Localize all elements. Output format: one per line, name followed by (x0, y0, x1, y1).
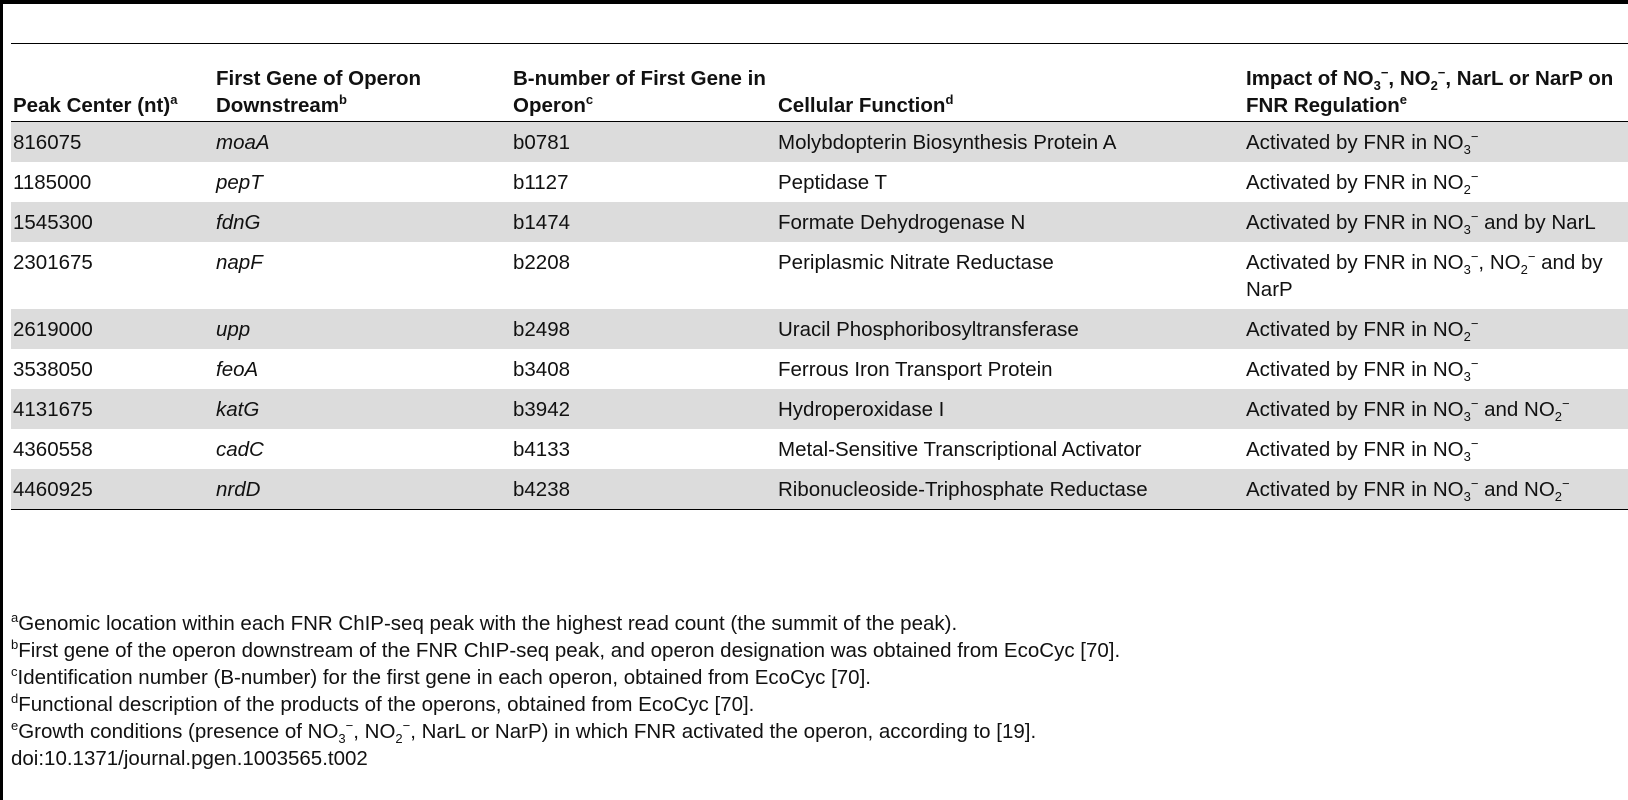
cell-peak: 816075 (11, 121, 214, 162)
table-row (11, 242, 1628, 309)
header-impact: Impact of $NO_3^-$, $NO_2^-$, NarL or NarP on FNR Regulation$^e$ (1244, 54, 1628, 121)
table-row (11, 429, 1628, 469)
cell-bnumber: b0781 (511, 121, 776, 162)
cell-peak: 3538050 (13, 357, 93, 381)
cell-impact: Activated by FNR in $NO_3^-$ (1246, 355, 1479, 384)
table-row (11, 389, 1628, 429)
cell-function: Ferrous Iron Transport Protein (778, 357, 1053, 381)
footnote: $^b$First gene of the operon downstream of the FNR ChIP-seq peak, and operon designation was obtained from EcoCyc [70]. (11, 637, 1121, 662)
cell-bnumber: b2498 (511, 309, 776, 349)
cell-gene: feoA (216, 357, 259, 381)
cell-peak: 2619000 (11, 309, 214, 349)
cell-function: Periplasmic Nitrate Reductase (778, 250, 1054, 274)
cell-function: Metal-Sensitive Transcriptional Activator (778, 437, 1142, 461)
cell-gene: fdnG (214, 202, 511, 242)
table-row (11, 121, 1628, 162)
cell-impact: Activated by FNR in $NO_2^-$ (1246, 168, 1479, 197)
doi-link[interactable]: doi:10.1371/journal.pgen.1003565.t002 (11, 747, 368, 770)
cell-gene: pepT (216, 170, 263, 194)
cell-peak: 4360558 (13, 437, 93, 461)
footnote: $^d$Functional description of the products of the operons, obtained from EcoCyc [70]. (11, 691, 755, 716)
cell-impact: Activated by FNR in $NO_3^-$ and by NarL (1244, 202, 1628, 242)
header-cellular-function: Cellular Function$^d$ (776, 54, 1244, 121)
cell-function: Hydroperoxidase I (776, 389, 1244, 429)
fnr-operon-table (11, 54, 1628, 510)
cell-impact: Activated by FNR in $NO_2^-$ (1244, 309, 1628, 349)
cell-impact: Activated by FNR in $NO_3^-$ and $NO_2^-$ (1244, 469, 1628, 510)
cell-bnumber: b1127 (513, 170, 569, 194)
cell-impact: Activated by FNR in $NO_3^-$, $NO_2^-$ and by NarP (1246, 248, 1603, 301)
cell-peak: 4460925 (11, 469, 214, 510)
footnote: $^e$Growth conditions (presence of $NO_3^-$, $NO_2^-$, NarL or NarP) in which FNR activated the operon, according to [19]. (11, 718, 1037, 747)
table-row (11, 202, 1628, 242)
table-footnotes (11, 610, 1120, 772)
table-row (11, 349, 1628, 389)
cell-function: Molybdopterin Biosynthesis Protein A (776, 121, 1244, 162)
cell-impact: Activated by FNR in $NO_3^-$ and $NO_2^-$ (1244, 389, 1628, 429)
header-b-number: B-number of First Gene in Operon$^c$ (511, 54, 776, 121)
table-row (11, 162, 1628, 202)
cell-gene: upp (214, 309, 511, 349)
cell-peak: 2301675 (13, 250, 93, 274)
cell-peak: 4131675 (11, 389, 214, 429)
table-header-row (11, 54, 1628, 121)
header-peak-center: Peak Center (nt)$^a$ (11, 54, 214, 121)
cell-bnumber: b4238 (511, 469, 776, 510)
cell-bnumber: b3408 (513, 357, 571, 381)
footnote: $^a$Genomic location within each FNR ChIP-seq peak with the highest read count (the summit of the peak). (11, 610, 958, 635)
footnote: $^c$Identification number (B-number) for the first gene in each operon, obtained from EcoCyc [70]. (11, 664, 871, 689)
cell-peak: 1185000 (13, 170, 92, 194)
cell-function: Ribonucleoside-Triphosphate Reductase (776, 469, 1244, 510)
cell-gene: napF (216, 250, 263, 274)
cell-bnumber: b4133 (513, 437, 571, 461)
table-row (11, 309, 1628, 349)
cell-gene: moaA (214, 121, 511, 162)
cell-impact: Activated by FNR in $NO_3^-$ (1246, 435, 1479, 464)
cell-peak: 1545300 (11, 202, 214, 242)
cell-function: Peptidase T (778, 170, 888, 194)
cell-gene: katG (214, 389, 511, 429)
cell-gene: nrdD (214, 469, 511, 510)
cell-impact: Activated by FNR in $NO_3^-$ (1244, 121, 1628, 162)
header-rule (11, 43, 1628, 44)
table-row (11, 469, 1628, 510)
cell-bnumber: b2208 (513, 250, 571, 274)
cell-gene: cadC (216, 437, 264, 461)
cell-function: Formate Dehydrogenase N (776, 202, 1244, 242)
cell-function: Uracil Phosphoribosyltransferase (776, 309, 1244, 349)
cell-bnumber: b1474 (511, 202, 776, 242)
top-rule (3, 0, 1628, 4)
header-first-gene: First Gene of Operon Downstream$^b$ (214, 54, 511, 121)
cell-bnumber: b3942 (511, 389, 776, 429)
